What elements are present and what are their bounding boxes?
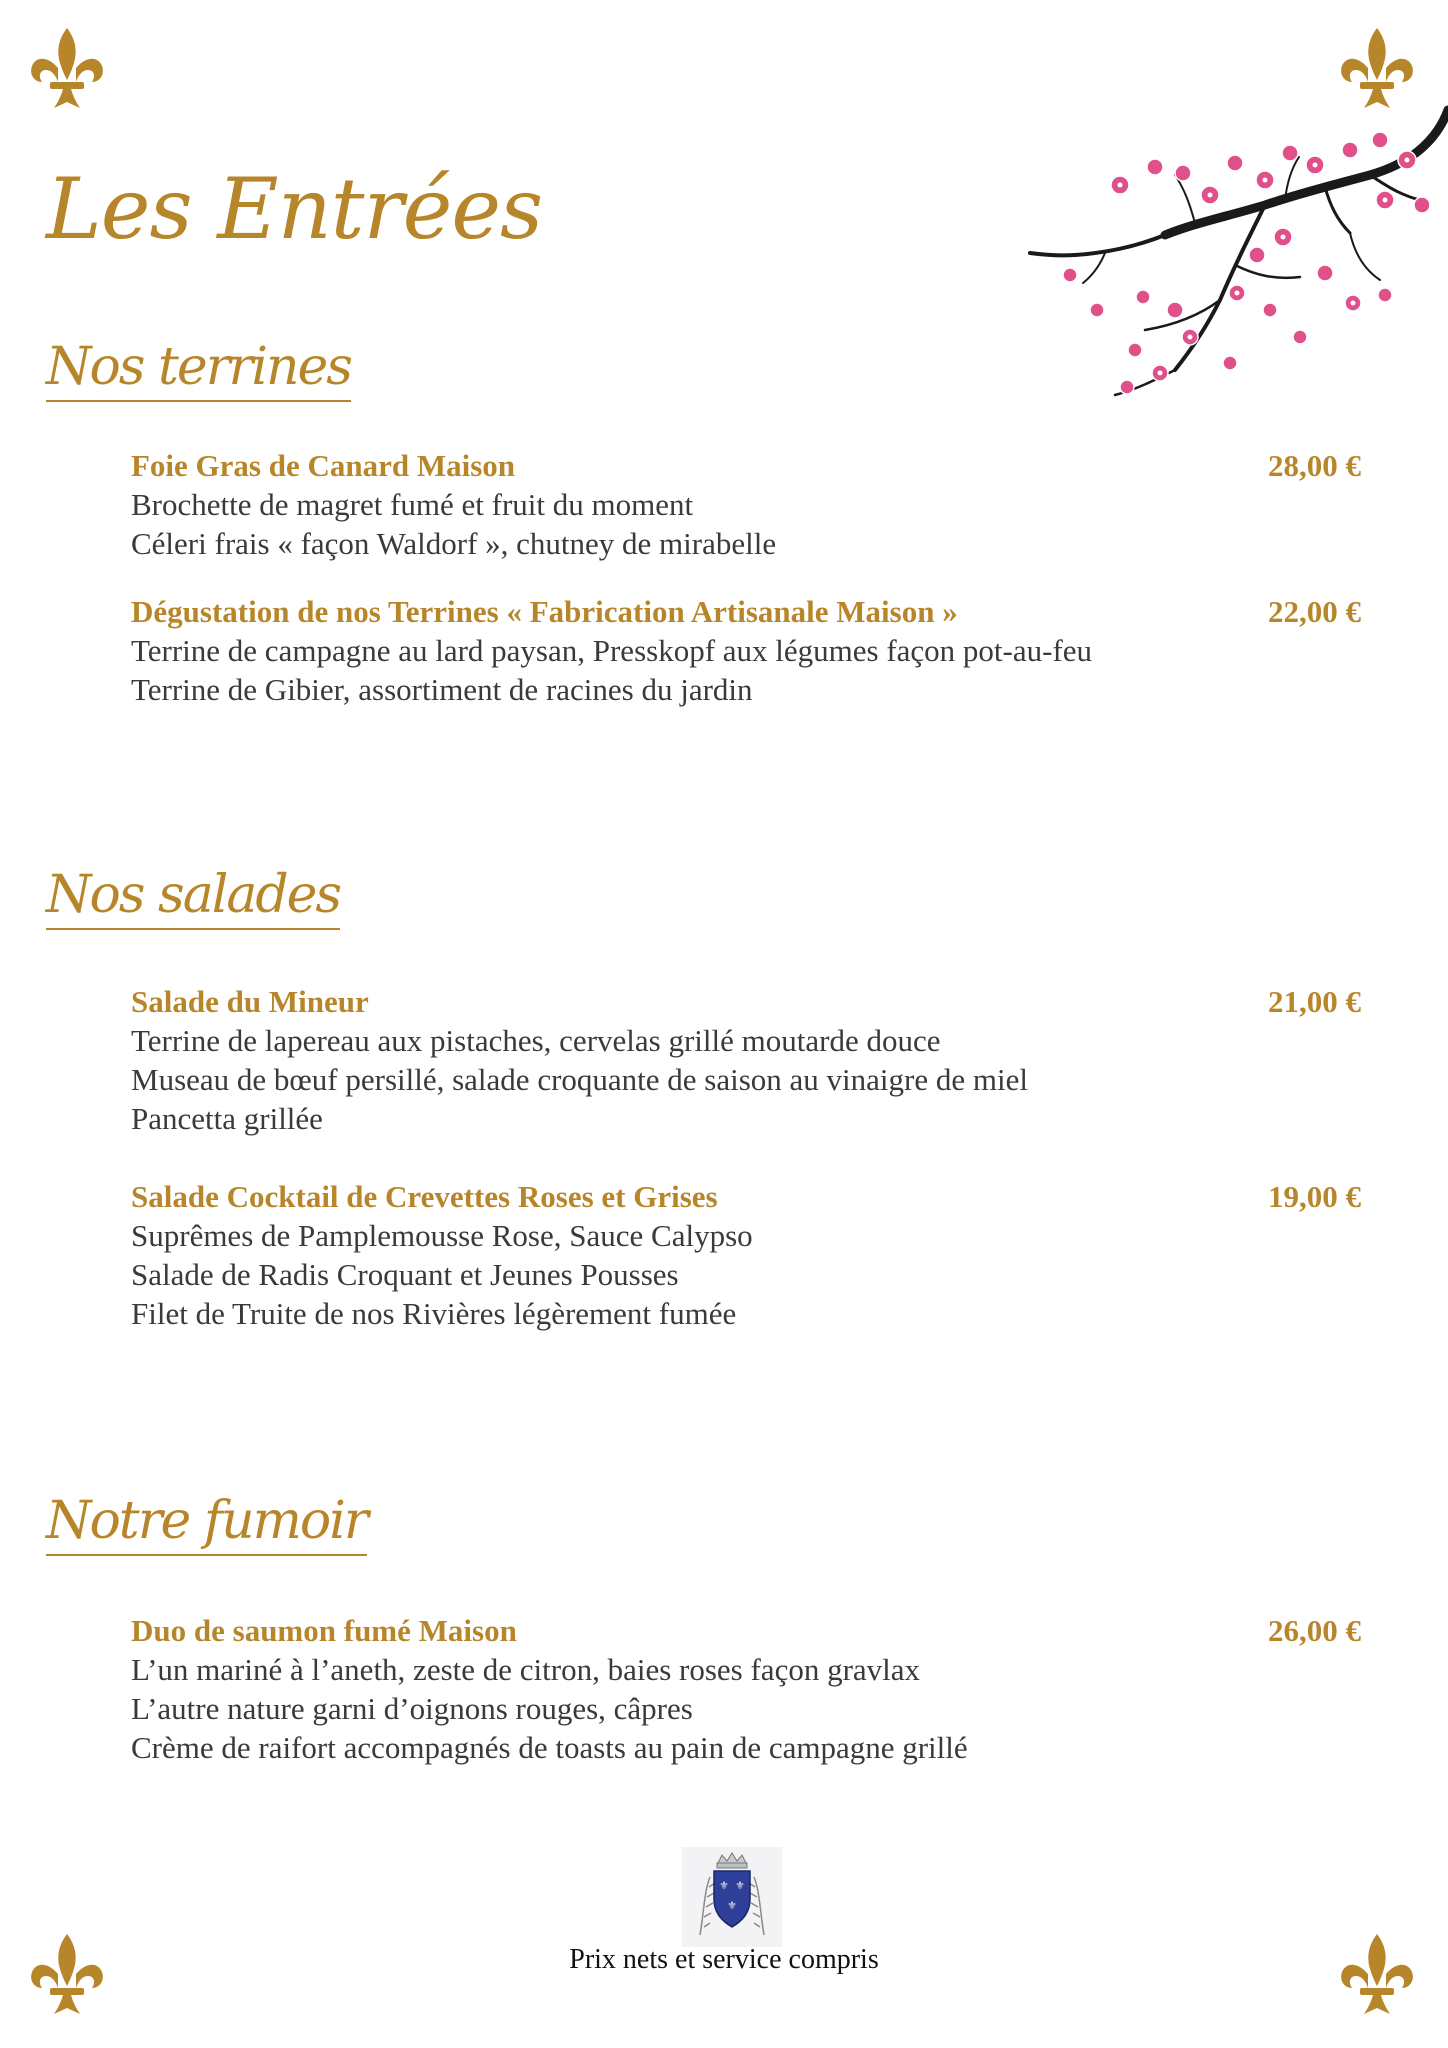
fleur-de-lis-icon xyxy=(28,26,106,112)
menu-item xyxy=(131,446,1361,563)
page-title: Les Entrées xyxy=(46,160,543,258)
menu-item-price: 19,00 € xyxy=(1268,1179,1361,1214)
menu-item xyxy=(131,592,1361,709)
svg-text:⚜: ⚜ xyxy=(719,1879,729,1892)
menu-item-description: Céleri frais « façon Waldorf », chutney de mirabelle xyxy=(131,526,777,561)
section-heading-fumoir: Notre fumoir xyxy=(46,1492,367,1556)
menu-item-price: 21,00 € xyxy=(1268,984,1361,1019)
fleur-de-lis-icon xyxy=(1338,26,1416,112)
menu-item-description: Filet de Truite de nos Rivières légèrement fumée xyxy=(131,1296,737,1331)
menu-item-name: Dégustation de nos Terrines « Fabrication Artisanale Maison » xyxy=(131,594,958,629)
menu-item-price: 28,00 € xyxy=(1268,448,1361,483)
menu-item-description: Salade de Radis Croquant et Jeunes Pousses xyxy=(131,1257,679,1292)
menu-item-price: 26,00 € xyxy=(1268,1613,1361,1648)
svg-text:⚜: ⚜ xyxy=(735,1879,745,1892)
coat-of-arms-emblem xyxy=(682,1847,782,1947)
menu-item-name: Foie Gras de Canard Maison xyxy=(131,448,516,483)
cherry-blossom-illustration xyxy=(1025,105,1448,415)
menu-item-description: Museau de bœuf persillé, salade croquante de saison au vinaigre de miel xyxy=(131,1062,1028,1097)
menu-item-description: L’un mariné à l’aneth, zeste de citron, baies roses façon gravlax xyxy=(131,1652,921,1687)
menu-item-name: Salade Cocktail de Crevettes Roses et Grises xyxy=(131,1179,718,1214)
menu-item xyxy=(131,982,1361,1138)
section-heading-salades: Nos salades xyxy=(46,866,340,930)
menu-item-description: Terrine de lapereau aux pistaches, cervelas grillé moutarde douce xyxy=(131,1023,941,1058)
menu-item xyxy=(131,1177,1361,1333)
menu-item-description: Suprêmes de Pamplemousse Rose, Sauce Calypso xyxy=(131,1218,753,1253)
menu-item-description: Terrine de campagne au lard paysan, Presskopf aux légumes façon pot-au-feu xyxy=(131,633,1093,668)
menu-item-name: Salade du Mineur xyxy=(131,984,369,1019)
menu-item-description: L’autre nature garni d’oignons rouges, câpres xyxy=(131,1691,693,1726)
menu-item-description: Pancetta grillée xyxy=(131,1101,323,1136)
menu-item-description: Terrine de Gibier, assortiment de racines du jardin xyxy=(131,672,753,707)
menu-item-description: Crème de raifort accompagnés de toasts au pain de campagne grillé xyxy=(131,1730,968,1765)
menu-item xyxy=(131,1611,1361,1767)
svg-text:⚜: ⚜ xyxy=(727,1899,737,1912)
menu-item-description: Brochette de magret fumé et fruit du moment xyxy=(131,487,694,522)
menu-item-price: 22,00 € xyxy=(1268,594,1361,629)
menu-item-name: Duo de saumon fumé Maison xyxy=(131,1613,517,1648)
section-heading-terrines: Nos terrines xyxy=(46,338,351,402)
footer-note: Prix nets et service compris xyxy=(569,1944,879,1975)
